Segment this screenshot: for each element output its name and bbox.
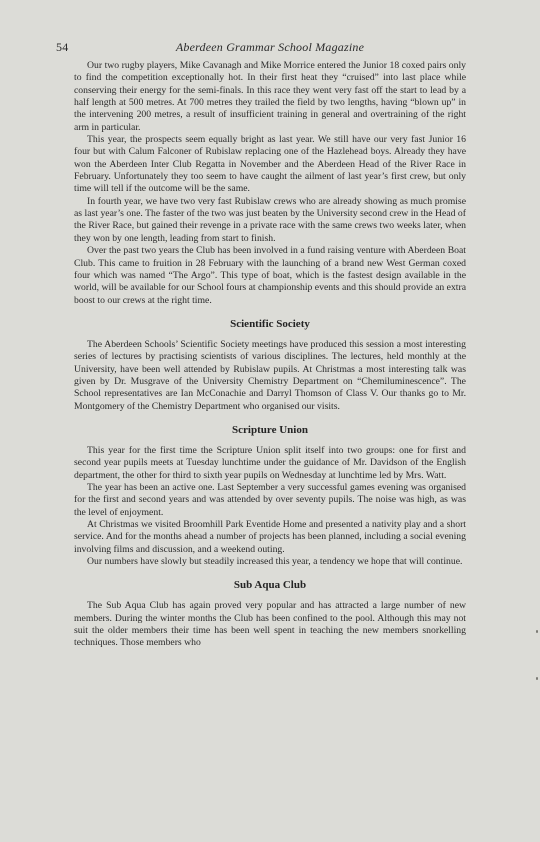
paragraph: This year for the first time the Scripture Union split itself into two groups: one for first and second year pupils meets at Tuesday lunchtime under the guidance of Mr. Davidson of the English department, the other for third to sixth year pupils on Wednesday at lunchtime led by Mrs. Watt. [74, 444, 466, 481]
rowing-section [74, 60, 466, 307]
sub-aqua-club-section [74, 579, 466, 649]
margin-speck [536, 677, 538, 680]
paragraph: The Sub Aqua Club has again proved very popular and has attracted a large number of new members. During the winter months the Club has been confined to the pool. Although this may not suit the older members their time has been well spent in teaching the new members snorkelling techniques. Those members who [74, 600, 466, 649]
article-body [74, 60, 466, 650]
section-heading: Sub Aqua Club [233, 579, 307, 592]
paragraph: This year, the prospects seem equally bright as last year. We still have our very fast Junior 16 four but with Calum Falconer of Rubislaw replacing one of the Hazlehead boys. Already they have won the Aberdeen Inter Club Regatta in November and the Aberdeen Head of the River Race in February. Unfortunately they too seem to have caught the ailment of last year’s first crew, but only time will tell if the outcome will be the same. [74, 134, 466, 195]
paragraph: The year has been an active one. Last September a very successful games evening was organised for the first and second years and was attended by over seventy pupils. The noise was high, as was the level of enjoyment. [74, 481, 466, 518]
page-header [56, 40, 484, 58]
paragraph: Our two rugby players, Mike Cavanagh and Mike Morrice entered the Junior 18 coxed pairs only to find the competition exceptionally hot. In their first heat they “cruised” into last place while conserving their energy for the semi-finals. In this race they went very fast off the start to lead by a half length at 500 metres. At 700 metres they trailed the field by two lengths, having “blown up” in the intervening 200 metres, a result of insufficient training in general and overtraining of the right arm in particular. [74, 60, 466, 133]
scientific-society-section [74, 318, 466, 413]
page-number: 54 [56, 40, 69, 54]
paragraph: Over the past two years the Club has been involved in a fund raising venture with Aberdeen Boat Club. This came to fruition in 28 February with the launching of a brand new West German coxed four which was named “The Argo”. This type of boat, which is the fastest design available in the world, will be available for our School fours at championship events and this should provide an extra boost to our crews at the right time. [74, 245, 466, 306]
running-title: Aberdeen Grammar School Magazine [175, 40, 365, 54]
paragraph: In fourth year, we have two very fast Rubislaw crews who are already showing as much promise as last year’s one. The faster of the two was just beaten by the University second crew in the Head of the River Race, but gained their revenge in a private race with the same crews two weeks later, when they won by one length, leading from start to finish. [74, 195, 466, 244]
section-heading: Scientific Society [230, 317, 310, 330]
margin-speck [536, 630, 538, 633]
paragraph: At Christmas we visited Broomhill Park Eventide Home and presented a nativity play and a short service. And for the months ahead a number of projects has been planned, including a social evening involving films and discussion, and a weekend outing. [74, 519, 466, 555]
section-heading: Scripture Union [232, 423, 308, 436]
scripture-union-section [74, 424, 466, 568]
paragraph: The Aberdeen Schools’ Scientific Society meetings have produced this session a most interesting series of lectures by practising scientists of various disciplines. The lectures, held monthly at the University, have been well attended by Rubislaw pupils. At Christmas a most interesting talk was given by Dr. Musgrave of the University Chemistry Department on “Chemiluminescence”. The School representatives are Ian McConachie and Darryl Thomson of Class V. Our thanks go to Mr. Montgomery of the Chemistry Department who organised our visits. [74, 338, 466, 412]
paragraph: Our numbers have slowly but steadily increased this year, a tendency we hope that will continue. [87, 556, 463, 568]
